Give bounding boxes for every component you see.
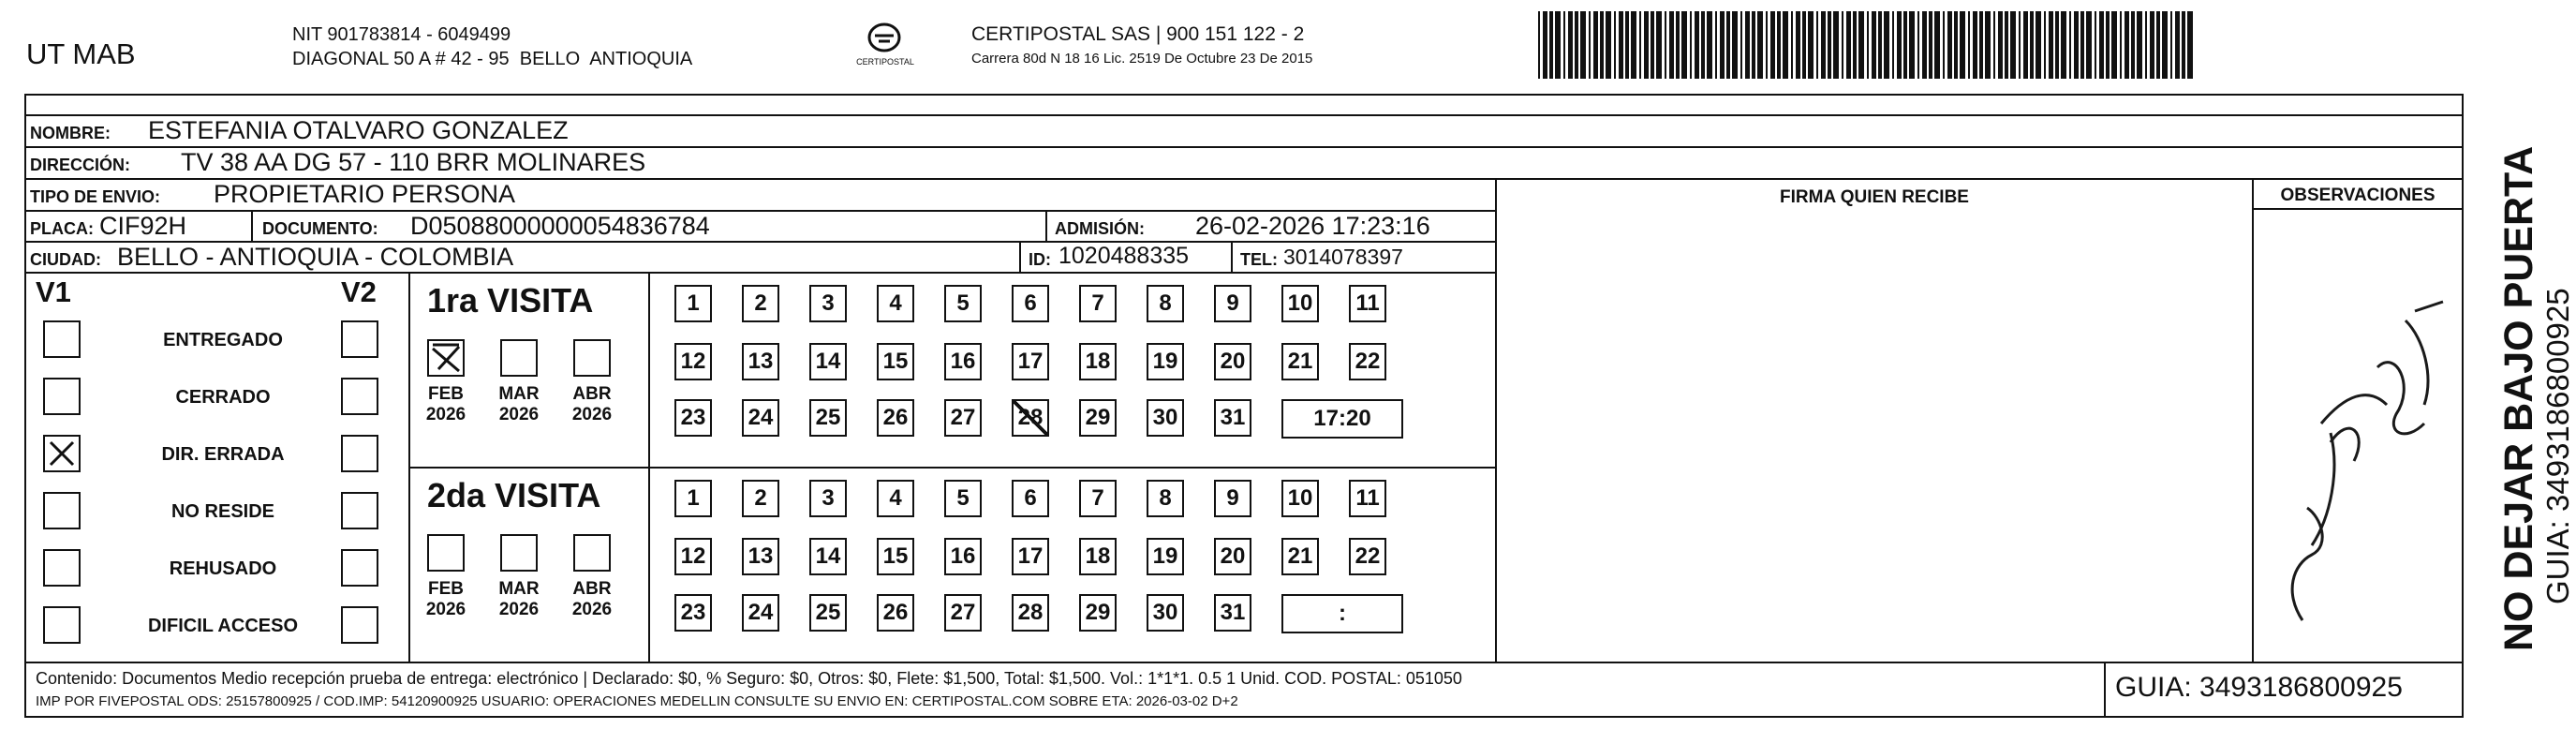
year-label: 2026 — [425, 405, 466, 424]
barcode-bar — [1968, 11, 1970, 79]
no-dejar-warning: NO DEJAR BAJO PUERTA — [2496, 145, 2541, 651]
day-box[interactable]: 27 — [944, 594, 982, 632]
nombre-label: NOMBRE: — [30, 124, 111, 142]
barcode-bar — [1816, 11, 1818, 79]
barcode-bar — [2182, 11, 2185, 79]
day-box[interactable]: 22 — [1349, 538, 1386, 575]
day-box[interactable]: 18 — [1079, 343, 1117, 380]
barcode-bar — [1947, 11, 1952, 79]
month-label: FEB — [428, 579, 464, 599]
barcode-bar — [1943, 11, 1945, 79]
barcode-bar — [2156, 11, 2160, 79]
barcode-bar — [2074, 11, 2079, 79]
first-visit-title: 1ra VISITA — [427, 281, 594, 320]
barcode-bar — [1625, 11, 1629, 79]
company-info — [292, 22, 692, 71]
barcode-bar — [2005, 11, 2008, 79]
admision-value: 26-02-2026 17:23:16 — [1195, 212, 1430, 240]
month-label: FEB — [428, 384, 464, 404]
barcode-bar — [1867, 11, 1869, 79]
barcode-bar — [2150, 11, 2154, 79]
barcode-bar — [1665, 11, 1666, 79]
barcode-bar — [2019, 11, 2021, 79]
month-label: ABR — [572, 384, 612, 404]
direccion-label: DIRECCIÓN: — [30, 156, 130, 174]
day-box[interactable]: 30 — [1147, 399, 1184, 437]
nit-line: NIT 901783814 - 6049499 — [292, 24, 511, 45]
barcode-bar — [1740, 11, 1742, 79]
barcode-bar — [1720, 11, 1725, 79]
day-box[interactable]: 4 — [877, 285, 914, 322]
barcode-bar — [2069, 11, 2071, 79]
day-box[interactable]: 29 — [1079, 594, 1117, 632]
footer-guia: GUIA: 3493186800925 — [2115, 672, 2403, 703]
v1-checkbox[interactable] — [43, 435, 81, 472]
barcode-bar — [1802, 11, 1806, 79]
barcode-bar — [2080, 11, 2084, 79]
day-box[interactable]: 28 — [1012, 399, 1049, 437]
firma-header: FIRMA QUIEN RECIBE — [1780, 187, 1969, 207]
barcode-bar — [1538, 11, 1540, 79]
barcode-bar — [1651, 11, 1654, 79]
courier-line: CERTIPOSTAL SAS | 900 151 122 - 2 — [971, 23, 1305, 45]
status-label: DIFICIL ACCESO — [147, 616, 298, 636]
status-label: REHUSADO — [169, 558, 277, 579]
day-box[interactable]: 29 — [1079, 399, 1117, 437]
barcode-bar — [1752, 11, 1755, 79]
barcode-bar — [2023, 11, 2028, 79]
barcode-bar — [1580, 11, 1586, 79]
day-box[interactable]: 9 — [1214, 285, 1251, 322]
day-box[interactable]: 13 — [742, 343, 779, 380]
barcode-bar — [1631, 11, 1636, 79]
barcode-bar — [1757, 11, 1763, 79]
day-box[interactable]: 11 — [1349, 285, 1386, 322]
day-box[interactable]: 3 — [809, 285, 847, 322]
barcode-bar — [1796, 11, 1800, 79]
barcode-bar — [2120, 11, 2122, 79]
month-checkbox[interactable] — [573, 339, 611, 377]
barcode-bar — [1979, 11, 1983, 79]
barcode-bar — [2170, 11, 2172, 79]
recipient-name: ESTEFANIA OTALVARO GONZALEZ — [148, 116, 569, 144]
month-label: ABR — [572, 579, 612, 599]
barcode-bar — [1690, 11, 1692, 79]
day-box[interactable]: 13 — [742, 538, 779, 575]
v1-checkbox[interactable] — [43, 320, 81, 358]
barcode-bar — [2095, 11, 2096, 79]
day-box[interactable]: 5 — [944, 480, 982, 517]
barcode-bar — [2162, 11, 2168, 79]
barcode-bar — [1929, 11, 1932, 79]
barcode-bar — [1917, 11, 1919, 79]
barcode — [1536, 11, 2192, 79]
v1-label: V1 — [36, 275, 71, 308]
barcode-bar — [1695, 11, 1699, 79]
day-box[interactable]: 12 — [674, 538, 712, 575]
v1-checkbox[interactable] — [43, 492, 81, 529]
barcode-bar — [1903, 11, 1907, 79]
barcode-bar — [2061, 11, 2066, 79]
barcode-bar — [1593, 11, 1598, 79]
day-box[interactable]: 12 — [674, 343, 712, 380]
barcode-bar — [2086, 11, 2092, 79]
barcode-bar — [1791, 11, 1793, 79]
barcode-bar — [2131, 11, 2135, 79]
barcode-bar — [1707, 11, 1712, 79]
year-label: 2026 — [498, 600, 540, 619]
day-box[interactable]: 11 — [1349, 480, 1386, 517]
company-address: DIAGONAL 50 A # 42 - 95 BELLO ANTIOQUIA — [292, 49, 693, 69]
tel-value: 3014078397 — [1283, 245, 1403, 269]
day-box[interactable]: 16 — [944, 538, 982, 575]
barcode-bar — [2036, 11, 2041, 79]
observaciones-header: OBSERVACIONES — [2280, 186, 2435, 205]
barcode-bar — [1619, 11, 1623, 79]
day-box[interactable]: 1 — [674, 285, 712, 322]
placa-label: PLACA: — [30, 219, 94, 238]
year-label: 2026 — [425, 600, 466, 619]
barcode-bar — [1833, 11, 1839, 79]
day-box[interactable]: 15 — [877, 538, 914, 575]
barcode-bar — [1808, 11, 1814, 79]
barcode-bar — [1846, 11, 1851, 79]
barcode-bar — [1669, 11, 1674, 79]
year-label: 2026 — [498, 405, 540, 424]
day-box[interactable]: 16 — [944, 343, 982, 380]
barcode-bar — [2187, 11, 2193, 79]
day-box[interactable]: 3 — [809, 480, 847, 517]
day-box[interactable]: 15 — [877, 343, 914, 380]
month-label: MAR — [498, 579, 540, 599]
recipient-signature — [2265, 283, 2471, 639]
barcode-bar — [1858, 11, 1864, 79]
day-box[interactable]: 18 — [1079, 538, 1117, 575]
status-label: NO RESIDE — [170, 501, 275, 522]
barcode-bar — [1568, 11, 1573, 79]
barcode-bar — [1606, 11, 1611, 79]
admision-label: ADMISIÓN: — [1055, 219, 1145, 238]
barcode-bar — [1676, 11, 1680, 79]
day-box[interactable]: 21 — [1281, 343, 1319, 380]
barcode-bar — [1656, 11, 1662, 79]
tipo-envio-label: TIPO DE ENVIO: — [30, 187, 161, 206]
day-box[interactable]: 2 — [742, 285, 779, 322]
day-box[interactable]: 17 — [1012, 538, 1049, 575]
barcode-bar — [1821, 11, 1826, 79]
day-box[interactable]: 9 — [1214, 480, 1251, 517]
barcode-bar — [1732, 11, 1738, 79]
barcode-bar — [1543, 11, 1547, 79]
day-box[interactable]: 31 — [1214, 594, 1251, 632]
month-checkbox[interactable] — [427, 534, 465, 572]
v2-checkbox[interactable] — [341, 492, 378, 529]
v2-checkbox[interactable] — [341, 606, 378, 644]
month-label: MAR — [498, 384, 540, 404]
day-box[interactable]: 7 — [1079, 285, 1117, 322]
second-visit-title: 2da VISITA — [427, 476, 601, 514]
barcode-bar — [1589, 11, 1591, 79]
recipient-address: TV 38 AA DG 57 - 110 BRR MOLINARES — [181, 148, 646, 176]
barcode-bar — [1993, 11, 1995, 79]
barcode-bar — [1878, 11, 1882, 79]
day-box[interactable]: 20 — [1214, 343, 1251, 380]
status-label: DIR. ERRADA — [161, 444, 285, 465]
day-box[interactable]: 27 — [944, 399, 982, 437]
barcode-bar — [1770, 11, 1775, 79]
day-box[interactable]: 17 — [1012, 343, 1049, 380]
barcode-bar — [1639, 11, 1641, 79]
day-box[interactable]: 19 — [1147, 538, 1184, 575]
license-line: Carrera 80d N 18 16 Lic. 2519 De Octubre 23 De 2015 — [971, 51, 1313, 67]
barcode-bar — [2137, 11, 2142, 79]
time-field[interactable]: : — [1281, 594, 1403, 633]
month-checkbox[interactable] — [500, 339, 538, 377]
v1-checkbox[interactable] — [43, 549, 81, 587]
day-box[interactable]: 8 — [1147, 480, 1184, 517]
documento-value: D050880000000548367​84 — [410, 212, 710, 240]
barcode-bar — [2145, 11, 2147, 79]
barcode-bar — [1922, 11, 1927, 79]
barcode-bar — [1549, 11, 1553, 79]
id-label: ID: — [1029, 250, 1051, 269]
delivery-form — [24, 94, 2464, 718]
day-box[interactable]: 23 — [674, 399, 712, 437]
day-box[interactable]: 8 — [1147, 285, 1184, 322]
barcode-bar — [1998, 11, 2003, 79]
day-box[interactable]: 1 — [674, 480, 712, 517]
day-box[interactable]: 24 — [742, 594, 779, 632]
barcode-bar — [1644, 11, 1649, 79]
month-checkbox[interactable] — [500, 534, 538, 572]
barcode-bar — [2010, 11, 2016, 79]
ciudad-value: BELLO - ANTIOQUIA - COLOMBIA — [117, 243, 514, 271]
v2-checkbox[interactable] — [341, 549, 378, 587]
day-box[interactable]: 14 — [809, 538, 847, 575]
placa-value: CIF92H — [99, 212, 187, 240]
month-checkbox[interactable] — [573, 534, 611, 572]
day-box[interactable]: 14 — [809, 343, 847, 380]
tel-label: TEL: — [1240, 250, 1278, 269]
day-box[interactable]: 5 — [944, 285, 982, 322]
day-box[interactable]: 25 — [809, 399, 847, 437]
barcode-bar — [2175, 11, 2180, 79]
day-box[interactable]: 4 — [877, 480, 914, 517]
tipo-envio-value: PROPIETARIO PERSONA — [214, 180, 516, 208]
id-value: 1020488335 — [1059, 243, 1190, 269]
barcode-bar — [1745, 11, 1750, 79]
day-box[interactable]: 30 — [1147, 594, 1184, 632]
barcode-bar — [2055, 11, 2059, 79]
status-label: CERRADO — [175, 387, 271, 408]
day-box[interactable]: 25 — [809, 594, 847, 632]
day-box[interactable]: 26 — [877, 399, 914, 437]
day-box[interactable]: 10 — [1281, 285, 1319, 322]
day-box[interactable]: 6 — [1012, 480, 1049, 517]
barcode-bar — [1954, 11, 1958, 79]
v1-checkbox[interactable] — [43, 606, 81, 644]
year-label: 2026 — [571, 600, 613, 619]
barcode-bar — [1853, 11, 1857, 79]
barcode-bar — [1614, 11, 1616, 79]
logo-text: CERTIPOSTAL — [856, 57, 914, 67]
v2-label: V2 — [341, 275, 377, 308]
barcode-bar — [1842, 11, 1843, 79]
day-box[interactable]: 22 — [1349, 343, 1386, 380]
day-box[interactable]: 24 — [742, 399, 779, 437]
year-label: 2026 — [571, 405, 613, 424]
check-x-icon — [429, 341, 463, 375]
day-box[interactable]: 28 — [1012, 594, 1049, 632]
day-box[interactable]: 26 — [877, 594, 914, 632]
barcode-bar — [2044, 11, 2046, 79]
barcode-bar — [1681, 11, 1687, 79]
v2-checkbox[interactable] — [341, 378, 378, 415]
barcode-bar — [1985, 11, 1991, 79]
v2-checkbox[interactable] — [341, 320, 378, 358]
barcode-bar — [1766, 11, 1768, 79]
check-x-icon — [45, 437, 79, 470]
barcode-bar — [1600, 11, 1604, 79]
day-box[interactable]: 10 — [1281, 480, 1319, 517]
day-box[interactable]: 21 — [1281, 538, 1319, 575]
barcode-bar — [1872, 11, 1876, 79]
print-info-line: IMP POR FIVEPOSTAL ODS: 25157800925 / COD.IMP: 54120900925 USUARIO: OPERACIONES MEDELLIN CONSULTE SU ENVIO EN: CERTIPOSTAL.COM SOBRE ETA: 2026-03-02 D+2 — [36, 693, 1238, 709]
barcode-bar — [1555, 11, 1561, 79]
barcode-bar — [1892, 11, 1894, 79]
barcode-bar — [1897, 11, 1902, 79]
barcode-bar — [1828, 11, 1831, 79]
status-label: ENTREGADO — [163, 330, 283, 350]
barcode-bar — [1575, 11, 1578, 79]
company-name: UT MAB — [26, 37, 136, 70]
barcode-bar — [1777, 11, 1781, 79]
ciudad-label: CIUDAD: — [30, 250, 101, 269]
barcode-bar — [1934, 11, 1940, 79]
day-box[interactable]: 20 — [1214, 538, 1251, 575]
barcode-bar — [1715, 11, 1717, 79]
barcode-bar — [1726, 11, 1730, 79]
v1-checkbox[interactable] — [43, 378, 81, 415]
documento-label: DOCUMENTO: — [262, 219, 378, 238]
barcode-bar — [1909, 11, 1915, 79]
day-box[interactable]: 7 — [1079, 480, 1117, 517]
barcode-bar — [2111, 11, 2117, 79]
day-box[interactable]: 23 — [674, 594, 712, 632]
side-guia: GUIA: 3493186800925 — [2540, 288, 2575, 604]
barcode-bar — [1701, 11, 1705, 79]
day-box[interactable]: 19 — [1147, 343, 1184, 380]
barcode-bar — [1783, 11, 1788, 79]
barcode-bar — [2030, 11, 2034, 79]
barcode-bar — [2106, 11, 2110, 79]
barcode-bar — [2124, 11, 2129, 79]
barcode-bar — [1973, 11, 1977, 79]
barcode-bar — [1884, 11, 1889, 79]
barcode-bar — [1563, 11, 1565, 79]
day-box[interactable]: 31 — [1214, 399, 1251, 437]
day-box[interactable]: 6 — [1012, 285, 1049, 322]
month-checkbox[interactable] — [427, 339, 465, 377]
contents-line: Contenido: Documentos Medio recepción prueba de entrega: electrónico | Declarado: $0, % Seguro: $0, Otros: $0, Flete: $1,500, Total: $1,500. Vol.: 1*1*1. 0.5 1 Unid. COD. POSTAL: 051050 — [36, 669, 1462, 688]
barcode-bar — [2049, 11, 2053, 79]
v2-checkbox[interactable] — [341, 435, 378, 472]
barcode-bar — [2099, 11, 2104, 79]
time-field[interactable]: 17:20 — [1281, 399, 1403, 439]
courier-info — [971, 22, 1312, 71]
barcode-bar — [1960, 11, 1965, 79]
day-box[interactable]: 2 — [742, 480, 779, 517]
